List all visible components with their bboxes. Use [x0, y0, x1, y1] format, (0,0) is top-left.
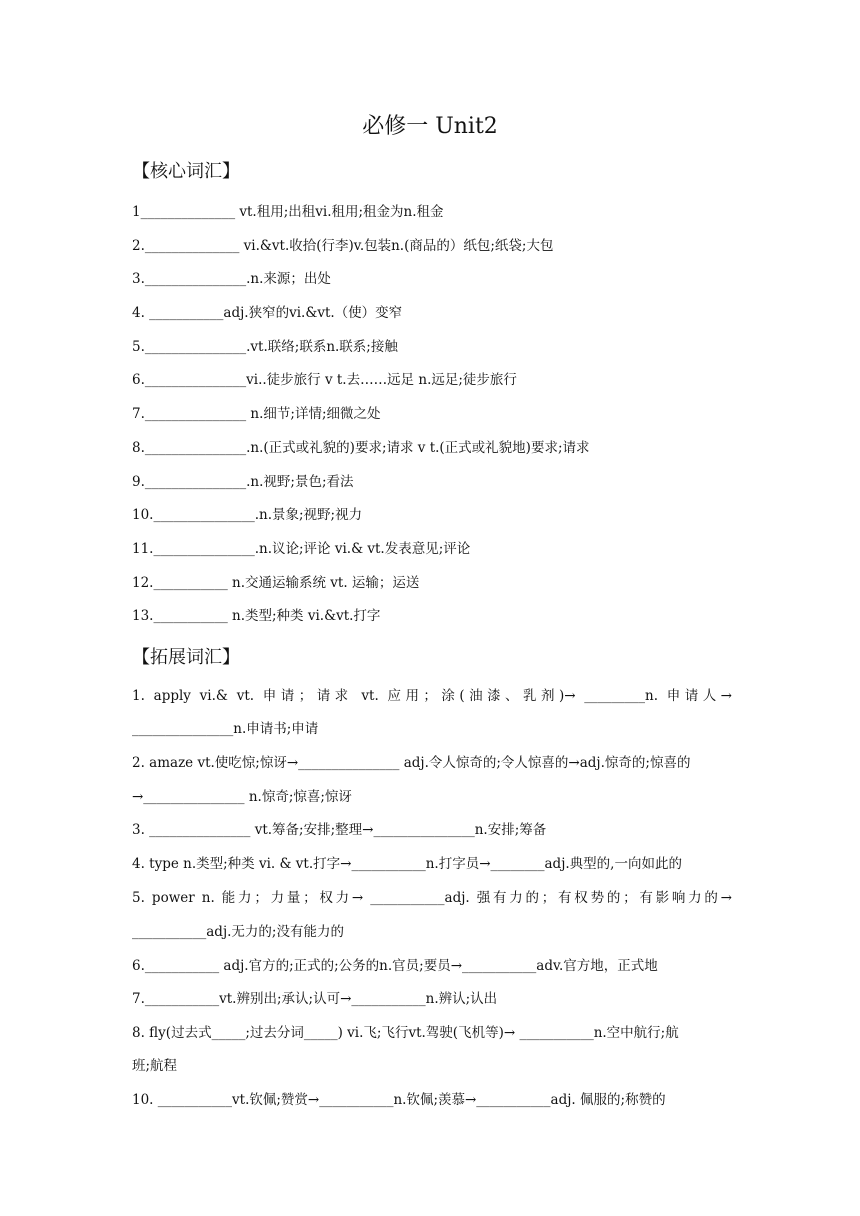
core-item-10: 10._______________.n.景象;视野;视力 — [132, 507, 363, 523]
expand-line-13: 10. ___________vt.钦佩;赞赏→___________n.钦佩;羡慕→___________adj. 佩服的;称赞的 — [132, 1092, 666, 1108]
expand-line-6: 4. type n.类型;种类 vi. & vt.打字→___________n.打字员→________adj.典型的,一向如此的 — [132, 856, 682, 872]
core-item-13: 13.___________ n.类型;种类 vi.&vt.打字 — [132, 608, 381, 624]
expand-line-2: _______________n.申请书;申请 — [132, 721, 319, 737]
expand-line-7: 5. power n. 能力；力量；权力→ ___________adj. 强有力的；有权势的；有影响力的→ — [132, 890, 732, 906]
core-item-7: 7._______________ n.细节;详情;细微之处 — [132, 406, 381, 422]
expand-line-8: ___________adj.无力的;没有能力的 — [132, 924, 344, 940]
core-item-9: 9._______________.n.视野;景色;看法 — [132, 474, 354, 490]
core-item-4: 4. ___________adj.狭窄的vi.&vt.（使）变窄 — [132, 305, 403, 321]
expand-line-10: 7.___________vt.辨别出;承认;认可→___________n.辨认;认出 — [132, 991, 498, 1007]
core-vocab-heading: 【核心词汇】 — [132, 161, 240, 182]
core-item-3: 3._______________.n.来源；出处 — [132, 271, 331, 287]
expand-line-3: 2. amaze vt.使吃惊;惊讶→_______________ adj.令人惊奇的;令人惊喜的→adj.惊奇的;惊喜的 — [132, 755, 691, 771]
page-title: 必修一 Unit2 — [362, 114, 498, 139]
core-item-11: 11._______________.n.议论;评论 vi.& vt.发表意见;评论 — [132, 541, 471, 557]
expand-line-12: 班;航程 — [132, 1058, 178, 1074]
expand-line-4: →_______________ n.惊奇;惊喜;惊讶 — [132, 789, 352, 805]
expand-vocab-heading: 【拓展词汇】 — [132, 647, 240, 668]
expand-line-11: 8. fly(过去式_____;过去分词_____) vi.飞;飞行vt.驾驶(飞机等)→ ___________n.空中航行;航 — [132, 1025, 679, 1041]
core-item-5: 5._______________.vt.联络;联系n.联系;接触 — [132, 339, 398, 355]
core-item-12: 12.___________ n.交通运输系统 vt. 运输；运送 — [132, 575, 420, 591]
core-item-1: 1______________ vt.租用;出租vi.租用;租金为n.租金 — [132, 204, 444, 220]
expand-line-9: 6.___________ adj.官方的;正式的;公务的n.官员;要员→___________adv.官方地，正式地 — [132, 958, 658, 974]
expand-line-5: 3. _______________ vt.筹备;安排;整理→_______________n.安排;筹备 — [132, 822, 547, 838]
expand-line-1: 1. apply vi.& vt. 申请；请求 vt. 应用；涂(油漆、乳剂)→ _________n. 申请人→ — [132, 688, 732, 704]
core-item-8: 8._______________.n.(正式或礼貌的)要求;请求 v t.(正式或礼貌地)要求;请求 — [132, 440, 590, 456]
core-item-6: 6._______________vi..徒步旅行 v t.去……远足 n.远足;徒步旅行 — [132, 372, 517, 388]
core-item-2: 2.______________ vi.&vt.收拾(行李)v.包装n.(商品的）纸包;纸袋;大包 — [132, 238, 554, 254]
